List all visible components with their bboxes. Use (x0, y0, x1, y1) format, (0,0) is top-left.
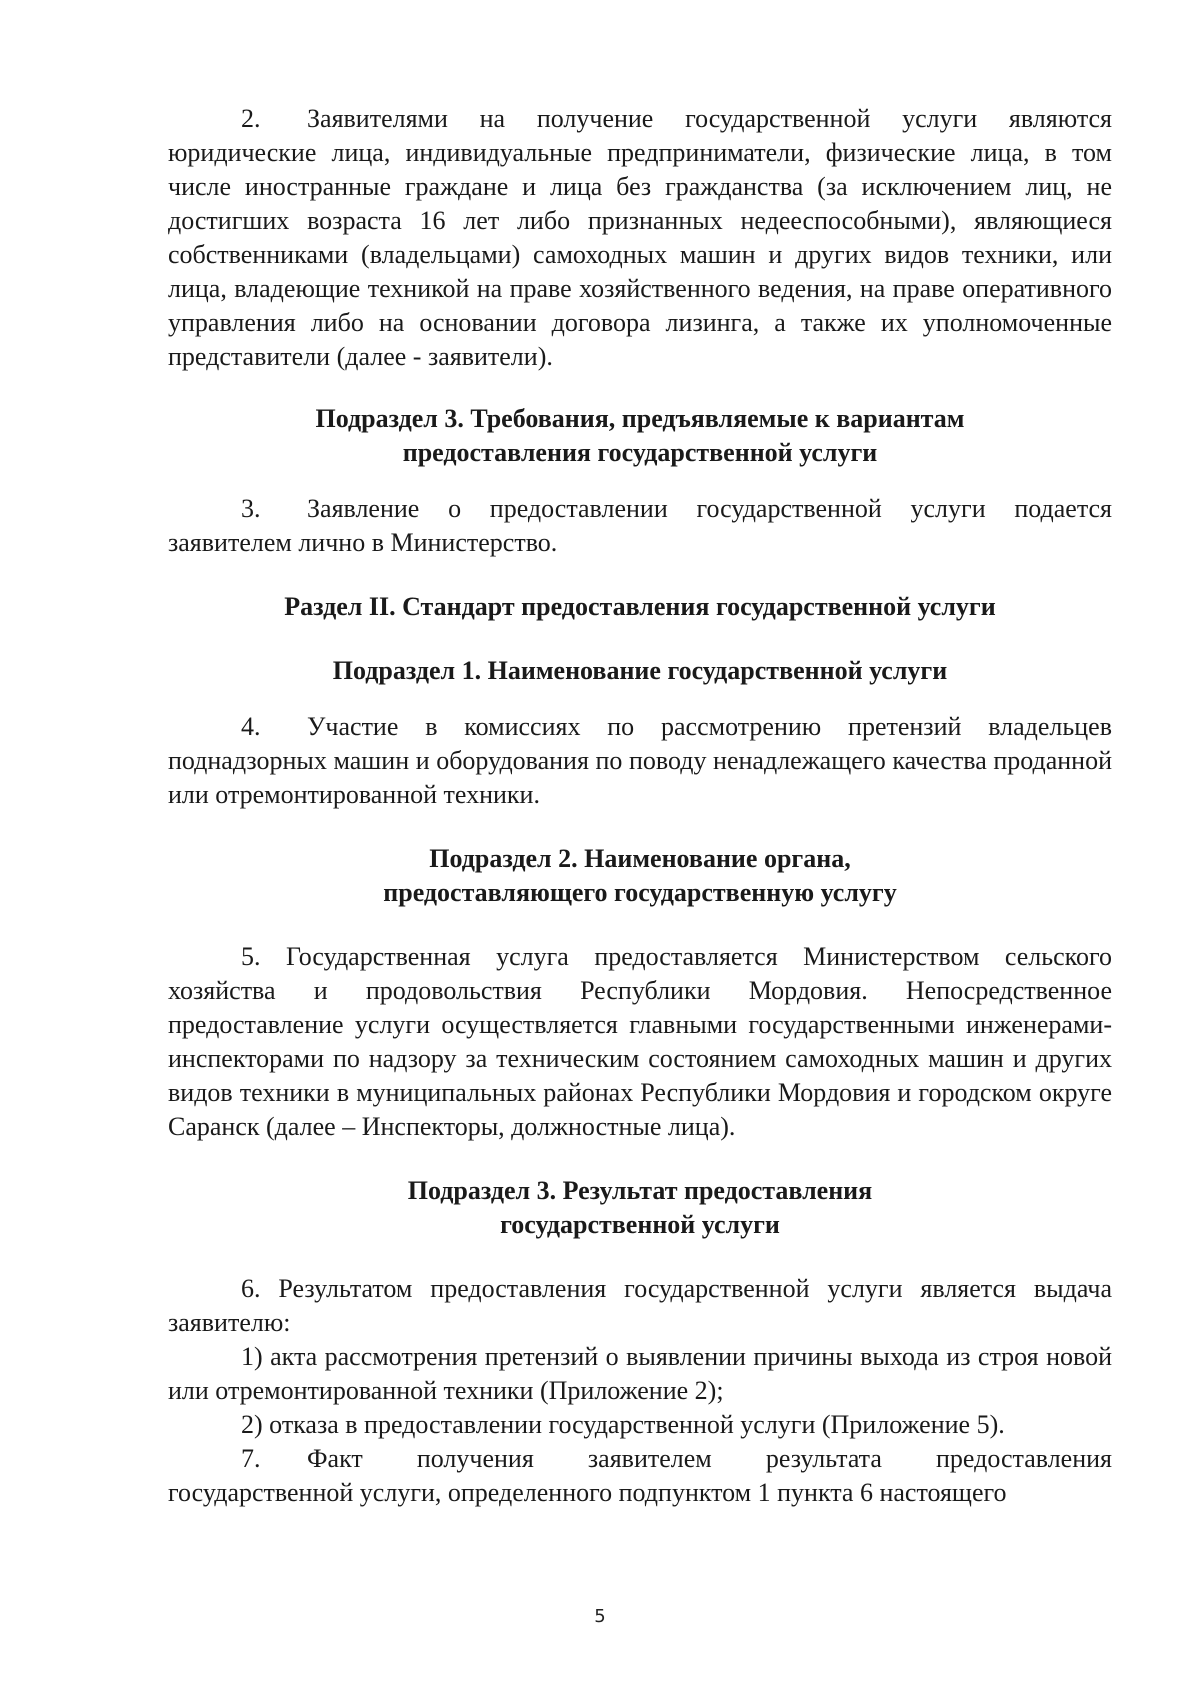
heading-section-2: Раздел II. Стандарт предоставления государственной услуги (284, 592, 996, 621)
paragraph-text: Факт получения заявителем результата предоставления государственной услуги, определенного подпунктом 1 пункта 6 настоящего (168, 1444, 1112, 1507)
paragraph-4 (168, 710, 1112, 812)
paragraph-number: 2. (241, 104, 261, 133)
heading-line: Подраздел 3. Требования, предъявляемые к вариантам (315, 404, 965, 433)
heading-subsection-3-requirements (168, 402, 1112, 470)
paragraph-2 (168, 102, 1112, 374)
paragraph-number: 4. (241, 712, 261, 741)
heading-line: Подраздел 3. Результат предоставления (407, 1176, 873, 1205)
paragraph-6-item-2: 2) отказа в предоставлении государственной услуги (Приложение 5). (241, 1410, 1005, 1439)
heading-line: Подраздел 2. Наименование органа, (429, 844, 851, 873)
paragraph-number: 7. (241, 1444, 261, 1473)
paragraph-3 (168, 492, 1112, 560)
heading-line: предоставляющего государственную услугу (383, 878, 897, 907)
heading-subsection-3-result (168, 1174, 1112, 1242)
paragraph-text: Заявление о предоставлении государственной услуги подается заявителем лично в Министерство. (168, 494, 1112, 557)
paragraph-text: Участие в комиссиях по рассмотрению претензий владельцев поднадзорных машин и оборудования по поводу ненадлежащего качества проданной или отремонтированной техники. (168, 712, 1112, 809)
heading-line: государственной услуги (500, 1210, 780, 1239)
page-number: 5 (594, 1606, 606, 1627)
paragraph-text: Заявителями на получение государственной услуги являются юридические лица, индивидуальные предприниматели, физические лица, в том числе иностранные граждане и лица без гражданства (за исключением лиц, не достигших возраста 16 лет либо признанных недееспособными), являющиеся собственниками (владельцами) самоходных машин и других видов техники, или лица, владеющие техникой на праве хозяйственного ведения, на праве оперативного управления либо на основании договора лизинга, а также их уполномоченные представители (далее - заявители). (168, 104, 1112, 371)
paragraph-6: 6. Результатом предоставления государственной услуги является выдача заявителю: (168, 1274, 1112, 1337)
paragraph-number: 3. (241, 494, 261, 523)
paragraph-7 (168, 1442, 1112, 1510)
heading-line: предоставления государственной услуги (402, 438, 878, 467)
paragraph-6-item-1: 1) акта рассмотрения претензий о выявлении причины выхода из строя новой или отремонтированной техники (Приложение 2); (168, 1342, 1112, 1405)
heading-subsection-2 (168, 842, 1112, 910)
heading-subsection-1: Подраздел 1. Наименование государственной услуги (332, 656, 948, 685)
paragraph-5: 5. Государственная услуга предоставляется Министерством сельского хозяйства и продовольствия Республики Мордовия. Непосредственное предоставление услуги осуществляется главными государственными инженерами-инспекторами по надзору за техническим состоянием самоходных машин и других видов техники в муниципальных районах Республики Мордовия и городском округе Саранск (далее – Инспекторы, должностные лица). (168, 942, 1112, 1141)
document-body (168, 102, 1112, 1510)
